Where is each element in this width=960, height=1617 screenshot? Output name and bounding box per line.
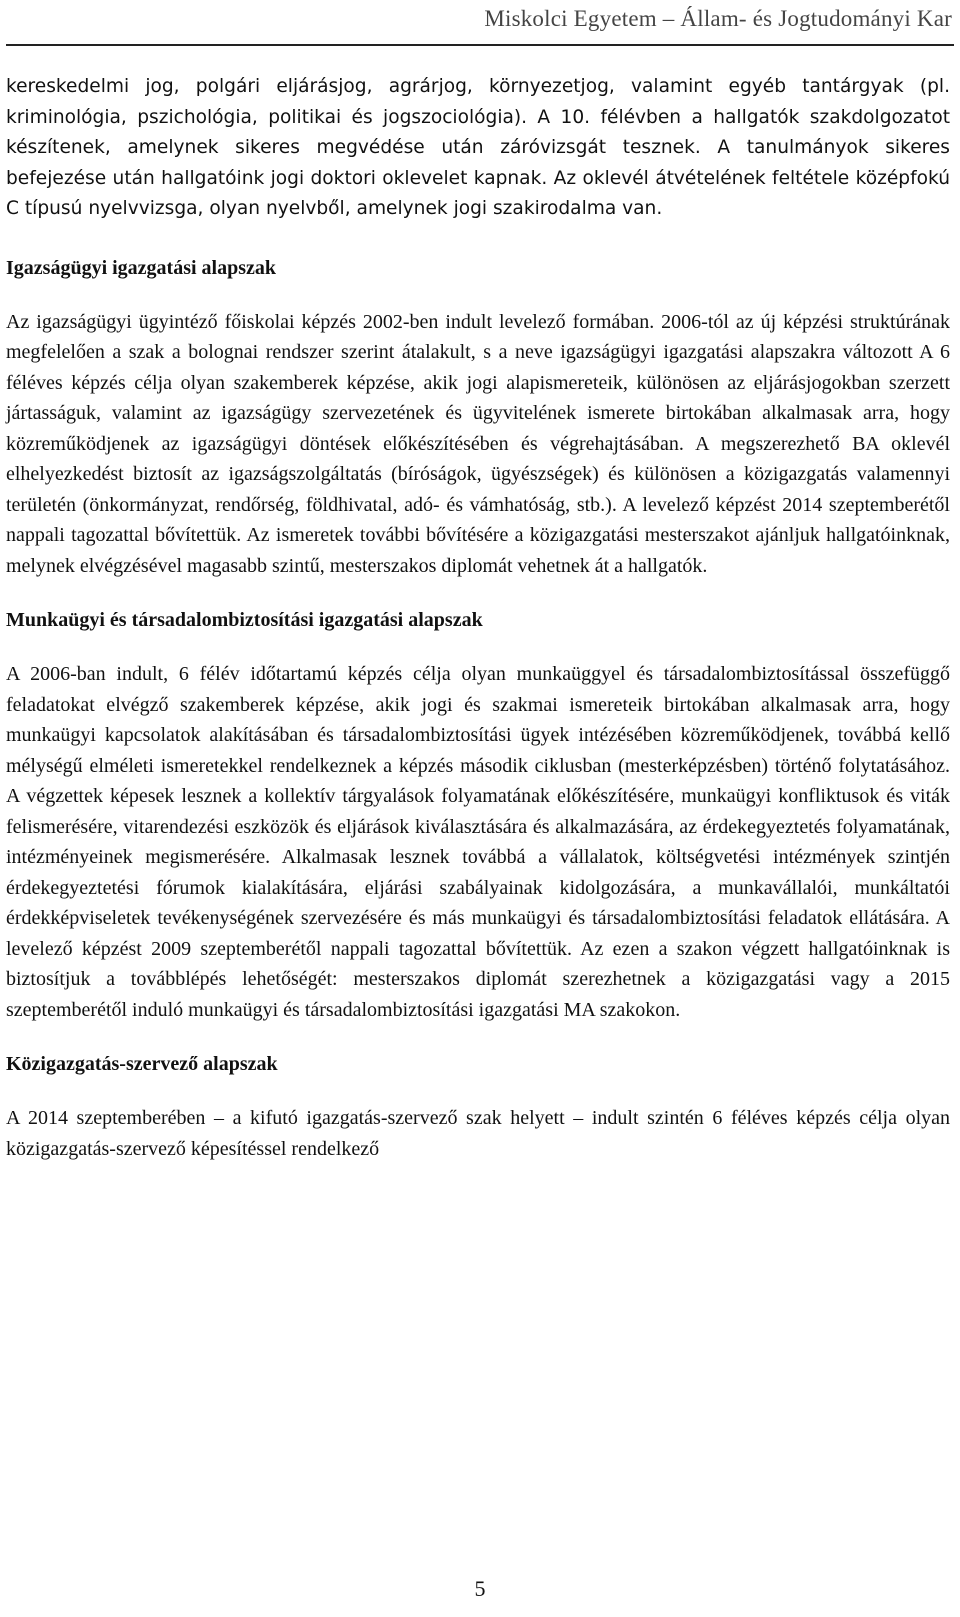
section-paragraph-munkaugyi: A 2006-ban indult, 6 félév időtartamú képzés célja olyan munkaüggyel és társadalombiztosítással összefüggő feladatokat elvégző szakemberek képzése, akik jogi és szakmai ismereteik birtokában alkalmasak arra, hogy munkaügyi kapcsolatok alakításában és társadalombiztosítási ügyek intézésében közreműködjenek, továbbá kellő mélységű elméleti ismeretekkel rendelkeznek a képzés második ciklusban (mesterképzésben) történő folytatásához. A végzettek képesek lesznek a kollektív tárgyalások folyamatának előkészítésére, munkaügyi konfliktusok és viták felismerésére, vitarendezési eszközök és eljárások kiválasztására és alkalmazására, az érdekegyeztetés folyamatának, intézményeinek megismerésére. Alkalmasak lesznek továbbá a vállalatok, költségvetési intézmények szintjén érdekegyeztetési fórumok kialakítására, eljárási szabályainak kidolgozására, a munkavállalói, munkáltatói érdekképviseletek tevékenységének szervezésére és más munkaügyi és társadalombiztosítási feladatok ellátására. A levelező képzést 2009 szeptemberétől nappali tagozattal bővítettük. Az ezen a szakon végzett hallgatóinknak is biztosítjuk a továbblépés lehetőségét: mesterszakos diplomát szerezhetnek a közigazgatási vagy a 2015 szeptemberétől induló munkaügyi és társadalombiztosítási igazgatási MA szakokon.	[6, 663, 950, 1021]
document-body	[6, 72, 950, 1164]
spacer	[6, 1025, 950, 1049]
section-heading-munkaugyi: Munkaügyi és társadalombiztosítási igazgatási alapszak	[6, 609, 483, 631]
section-paragraph-kozigazgatas: A 2014 szeptemberében – a kifutó igazgatás-szervező szak helyett – indult szintén 6 féléves képzés célja olyan közigazgatás-szervező képesítéssel rendelkező	[6, 1107, 950, 1160]
running-header: Miskolci Egyetem – Állam- és Jogtudományi Kar	[484, 6, 952, 31]
spacer	[6, 1079, 950, 1103]
spacer	[6, 283, 950, 307]
intro-paragraph: kereskedelmi jog, polgári eljárásjog, agrárjog, környezetjog, valamint egyéb tantárgyak (pl. kriminológia, pszichológia, politikai és jogszociológia). A 10. félévben a hallgatók szakdolgozatot készítenek, amelynek sikeres megvédése után záróvizsgát tesznek. A tanulmányok sikeres befejezése után hallgatóink jogi doktori oklevelet kapnak. Az oklevél átvételének feltétele középfokú C típusú nyelvvizsga, olyan nyelvből, amelynek jogi szakirodalma van.	[6, 76, 950, 219]
spacer	[6, 635, 950, 659]
page-number: 5	[474, 1576, 486, 1601]
section-paragraph-igazsagugyi: Az igazságügyi ügyintéző főiskolai képzés 2002-ben indult levelező formában. 2006-tól az új képzési struktúrának megfelelően a szak a bolognai rendszer szerint átalakult, s a neve igazságügyi igazgatási alapszakra változott A 6 féléves képzés célja olyan szakemberek képzése, akik jogi alapismereteik, különösen az eljárásjogokban szerzett jártasságuk, valamint az igazságügy szervezetének és ügyvitelének ismerete birtokában alkalmasak arra, hogy közreműködjenek az igazságügyi döntések előkészítésében és végrehajtásában. A megszerezhető BA oklevél elhelyezkedést biztosít az igazságszolgáltatás (bíróságok, ügyészségek) és különösen a közigazgatás valamennyi területén (önkormányzat, rendőrség, földhivatal, adó- és vámhatóság, stb.). A levelező képzést 2014 szeptemberétől nappali tagozattal bővítettük. Az ismeretek további bővítésére a közigazgatási mesterszakot ajánljuk hallgatóinknak, melynek elvégzésével magasabb szintű, mesterszakos diplomát vehetnek át a hallgatók.	[6, 310, 950, 577]
spacer	[6, 581, 950, 605]
section-heading-kozigazgatas: Közigazgatás-szervező alapszak	[6, 1053, 278, 1075]
header-rule	[6, 44, 954, 46]
spacer	[6, 225, 950, 253]
section-heading-igazsagugyi: Igazságügyi igazgatási alapszak	[6, 256, 277, 279]
